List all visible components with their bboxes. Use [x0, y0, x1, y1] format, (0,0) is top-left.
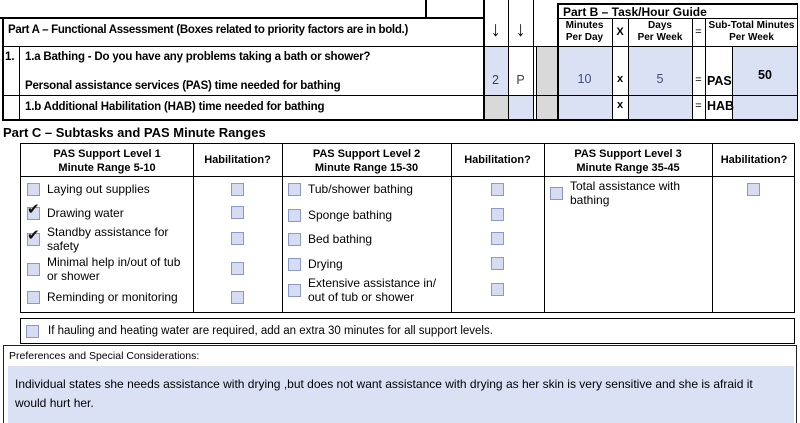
checkbox-hauling-water[interactable] [26, 325, 39, 338]
hauling-note-text: If hauling and heating water are required, add an extra 30 minutes for all support levels. [48, 325, 493, 337]
question-1a-line2: Personal assistance services (PAS) time needed for bathing [25, 80, 341, 92]
subtask-row [27, 224, 189, 254]
grid-line [2, 46, 798, 48]
checkbox-standby-assistance[interactable] [27, 225, 40, 246]
checkbox-hab-l2-3[interactable] [491, 232, 504, 245]
header-line: PAS Support Level 2 [312, 148, 421, 160]
grid-line [425, 0, 427, 18]
subtask-row [27, 286, 189, 308]
checkbox-hab-l1-4[interactable] [231, 262, 244, 275]
checkmark-icon: ✔ [27, 199, 40, 218]
preferences-textarea[interactable] [8, 366, 794, 423]
subtask-label: Total assistance with bathing [570, 179, 681, 207]
preferences-text: Individual states she needs assistance with drying ,but does not want assistance with drying as her skin is very sensitive and she is afraid it would hurt her. [15, 377, 753, 410]
priority-value-field[interactable]: 2 [492, 73, 499, 87]
question-1b: 1.b Additional Habilitation (HAB) time needed for bathing [25, 101, 325, 113]
part-a-title: Part A – Functional Assessment (Boxes related to priority factors are in bold.) [8, 24, 408, 36]
minutes-per-day-field[interactable]: 10 [577, 72, 592, 86]
preferences-section [3, 345, 797, 423]
col-header-habilitation-3: Habilitation? [720, 154, 788, 166]
cell-fill [483, 95, 508, 120]
header-line: Days [648, 20, 672, 31]
part-c-table [20, 143, 795, 313]
checkbox-hab-l2-5[interactable] [491, 283, 504, 296]
subtask-row [27, 254, 189, 284]
subtask-label: Extensive assistance in/ out of tub or shower [308, 276, 437, 304]
grid-line [2, 17, 4, 120]
checkbox-reminding-monitoring[interactable] [27, 291, 40, 304]
header-line: Minutes [565, 20, 604, 31]
subtask-row [288, 228, 453, 250]
col-header-days-per-week [628, 20, 692, 44]
cell-fill [732, 46, 798, 120]
col-header-pas-level-3 [544, 147, 712, 175]
down-arrow-icon: ↓ [515, 18, 526, 41]
checkbox-hab-l1-3[interactable] [231, 232, 244, 245]
checkbox-tub-shower-bathing[interactable] [288, 183, 301, 196]
header-line: Per Week [729, 32, 774, 43]
col-header-equals: = [695, 26, 702, 38]
checkbox-hab-l1-5[interactable] [231, 291, 244, 304]
header-line: PAS Support Level 3 [574, 148, 682, 160]
header-line: PAS Support Level 1 [53, 148, 161, 160]
grid-line [0, 17, 483, 19]
subtask-row [288, 275, 453, 305]
down-arrow-icon: ↓ [490, 18, 501, 41]
header-line: Minute Range 35-45 [576, 162, 680, 174]
col-header-subtotal [705, 20, 798, 44]
subtask-label: Reminding or monitoring [47, 290, 178, 304]
pas-subtotal-field[interactable]: 50 [758, 68, 772, 82]
checkbox-extensive-assistance[interactable] [288, 284, 301, 297]
multiply-sign: x [616, 99, 624, 111]
pas-label: PAS [707, 74, 732, 88]
col-header-minutes-per-day [557, 20, 612, 44]
header-line: Per Day [565, 32, 604, 43]
equals-sign: = [695, 74, 702, 86]
col-header-x: X [616, 26, 624, 38]
checkbox-hab-l1-2[interactable] [231, 206, 244, 219]
grid-line [2, 95, 798, 96]
checkbox-hab-l2-4[interactable] [491, 257, 504, 270]
checkbox-hab-l2-1[interactable] [491, 183, 504, 196]
part-c-title: Part C – Subtasks and PAS Minute Ranges [3, 125, 266, 140]
col-header-habilitation-2: Habilitation? [464, 154, 531, 166]
subtask-label: Drawing water [47, 206, 124, 220]
question-1a-line1: 1.a Bathing - Do you have any problems taking a bath or shower? [25, 51, 371, 63]
subtask-row [288, 253, 453, 275]
grid-line [536, 46, 537, 121]
grid-line [712, 144, 713, 312]
col-header-pas-level-1 [21, 147, 193, 175]
checkmark-icon: ✔ [27, 225, 40, 244]
col-header-pas-level-2 [282, 147, 451, 175]
days-per-week-field[interactable]: 5 [656, 72, 664, 86]
cell-fill [536, 46, 557, 120]
subtask-label: Minimal help in/out of tub or shower [47, 255, 181, 283]
checkbox-drying[interactable] [288, 258, 301, 271]
hauling-note-row [20, 318, 795, 344]
part-b-title: Part B – Task/Hour Guide [563, 5, 707, 19]
col-header-habilitation-1: Habilitation? [204, 154, 271, 166]
preferences-label: Preferences and Special Considerations: [9, 350, 200, 362]
subtask-row [27, 178, 189, 200]
cell-fill [483, 46, 508, 95]
checkbox-hab-l3-1[interactable] [747, 183, 760, 196]
grid-line [2, 119, 798, 121]
checkbox-laying-out-supplies[interactable] [27, 183, 40, 196]
cell-fill [508, 95, 533, 120]
header-line: Per Week [637, 32, 683, 43]
subtask-label: Bed bathing [308, 232, 373, 246]
grid-line [19, 46, 20, 120]
header-line: Minute Range 5-10 [58, 162, 156, 174]
priority-flag-field[interactable]: P [516, 73, 525, 87]
header-line: Minute Range 15-30 [314, 162, 419, 174]
subtask-row [288, 204, 453, 226]
subtask-label: Standby assistance for safety [47, 225, 169, 253]
subtask-row [550, 178, 705, 208]
checkbox-drawing-water[interactable] [27, 199, 40, 220]
checkbox-sponge-bathing[interactable] [288, 209, 301, 222]
subtask-row [288, 178, 453, 200]
subtask-row [27, 199, 189, 224]
row-number: 1. [5, 51, 15, 63]
checkbox-bed-bathing[interactable] [288, 233, 301, 246]
subtask-label: Sponge bathing [308, 208, 393, 222]
hab-label: HAB [707, 99, 735, 113]
subtask-label: Drying [308, 257, 343, 271]
checkbox-hab-l2-2[interactable] [491, 208, 504, 221]
grid-line [193, 144, 194, 312]
multiply-sign: x [616, 73, 624, 85]
checkbox-total-assistance[interactable] [550, 187, 563, 200]
checkbox-minimal-help[interactable] [27, 263, 40, 276]
subtask-label: Tub/shower bathing [308, 182, 413, 196]
subtask-label: Laying out supplies [47, 182, 150, 196]
checkbox-hab-l1-1[interactable] [231, 183, 244, 196]
header-line: Sub-Total Minutes [708, 20, 795, 31]
equals-sign: = [695, 100, 702, 112]
